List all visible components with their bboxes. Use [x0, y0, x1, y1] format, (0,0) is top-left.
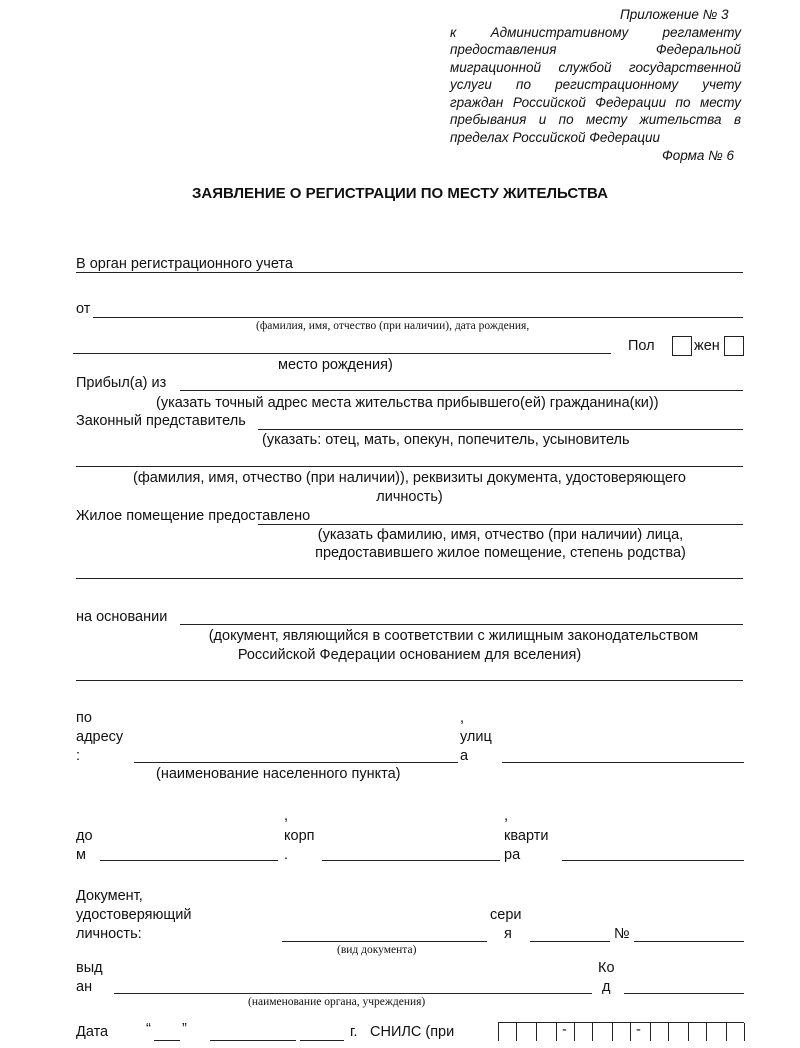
organ-label: В орган регистрационного учета	[76, 256, 293, 272]
date-year-field[interactable]	[300, 1040, 344, 1041]
birthplace-hint: место рождения)	[278, 357, 393, 373]
rep-doc-hint: личность)	[376, 489, 443, 505]
street-label: улиц	[460, 729, 492, 745]
arrived-field[interactable]	[180, 390, 743, 391]
housing-field[interactable]	[258, 524, 743, 525]
form-number: Форма № 6	[662, 148, 734, 163]
sex-label: Пол	[628, 338, 655, 354]
snils-cell[interactable]	[536, 1023, 537, 1041]
issued-label: выд	[76, 960, 103, 976]
arrived-label: Прибыл(а) из	[76, 375, 167, 391]
id-doc-label: личность:	[76, 926, 142, 942]
doc-type-hint: (вид документа)	[337, 944, 417, 956]
sex-female-checkbox[interactable]	[724, 336, 744, 356]
snils-cell[interactable]	[592, 1023, 593, 1041]
address-comma: ,	[460, 710, 465, 726]
organ-name-hint: (наименование органа, учреждения)	[248, 996, 426, 1008]
flat-label: ра	[504, 847, 521, 863]
basis-hint: (документ, являющийся в соответствии с жилищным законодательством	[208, 628, 699, 644]
korp-label: корп	[284, 828, 315, 844]
appendix-line: граждан Российской Федерации по месту	[450, 94, 741, 110]
id-doc-label: Документ,	[76, 888, 143, 904]
address-label: по	[76, 710, 92, 726]
birth-field[interactable]	[73, 353, 611, 354]
date-label: Дата	[76, 1024, 109, 1040]
code-label: д	[602, 979, 611, 995]
house-field[interactable]	[100, 860, 278, 861]
housing-hint: (указать фамилию, имя, отчество (при наличии) лица,	[317, 527, 684, 543]
appendix-line: пребывания и по месту жительства в	[450, 112, 741, 127]
snils-cell[interactable]	[612, 1023, 613, 1041]
number-field[interactable]	[634, 941, 744, 942]
fio-hint: (фамилия, имя, отчество (при наличии), дата рождения,	[256, 320, 530, 332]
basis-label: на основании	[76, 609, 168, 625]
sex-female-label: жен	[694, 338, 720, 354]
arrived-hint: (указать точный адрес места жительства прибывшего(ей) гражданина(ки))	[156, 395, 659, 411]
doc-type-field[interactable]	[282, 941, 487, 942]
housing-label: Жилое помещение предоставлено	[76, 508, 311, 524]
house-label: до	[76, 828, 93, 844]
snils-cell[interactable]	[688, 1023, 689, 1041]
rep-doc-field[interactable]	[76, 466, 743, 467]
korp-label: .	[284, 847, 289, 863]
organ-field[interactable]	[76, 272, 743, 273]
appendix-line: предоставления Федеральной	[450, 42, 741, 57]
snils-cell[interactable]	[630, 1023, 631, 1041]
basis-hint: Российской Федерации основанием для вселения)	[237, 647, 582, 663]
housing-hint: предоставившего жилое помещение, степень родства)	[315, 545, 686, 561]
flat-label: кварти	[504, 828, 549, 844]
date-month-field[interactable]	[210, 1040, 296, 1041]
snils-cell[interactable]	[498, 1023, 499, 1041]
snils-dash: -	[562, 1022, 567, 1038]
rep-doc-hint: (фамилия, имя, отчество (при наличии)), реквизиты документа, удостоверяющего	[133, 470, 686, 486]
basis-field-2[interactable]	[76, 680, 743, 681]
document-title: ЗАЯВЛЕНИЕ О РЕГИСТРАЦИИ ПО МЕСТУ ЖИТЕЛЬСТВА	[192, 185, 608, 202]
address-label: адресу	[76, 729, 124, 745]
address-label: :	[76, 748, 81, 764]
series-label: я	[504, 926, 512, 942]
snils-grid-top	[498, 1022, 744, 1023]
date-day-field[interactable]	[154, 1040, 180, 1041]
street-label: а	[460, 748, 469, 764]
sex-male-checkbox[interactable]	[672, 336, 692, 356]
legal-rep-field[interactable]	[258, 429, 743, 430]
korp-comma: ,	[504, 808, 509, 824]
basis-field[interactable]	[180, 624, 743, 625]
snils-cell[interactable]	[556, 1023, 557, 1041]
snils-cell[interactable]	[574, 1023, 575, 1041]
number-label: №	[614, 926, 630, 942]
series-label: сери	[490, 907, 522, 923]
code-field[interactable]	[624, 993, 744, 994]
issued-label: ан	[76, 979, 93, 995]
appendix-line: к Административному регламенту	[450, 24, 741, 40]
locality-hint: (наименование населенного пункта)	[156, 766, 401, 782]
id-doc-label: удостоверяющий	[76, 907, 192, 923]
issued-field[interactable]	[114, 993, 592, 994]
housing-field-2[interactable]	[76, 578, 743, 579]
legal-rep-label: Законный представитель	[76, 413, 246, 429]
year-suffix: г.	[350, 1024, 358, 1040]
snils-cell[interactable]	[650, 1023, 651, 1041]
snils-dash: -	[636, 1022, 641, 1038]
snils-cell[interactable]	[726, 1023, 727, 1041]
house-label: м	[76, 847, 86, 863]
from-label: от	[76, 301, 91, 317]
snils-cell[interactable]	[668, 1023, 669, 1041]
snils-cell[interactable]	[744, 1023, 745, 1041]
snils-cell[interactable]	[706, 1023, 707, 1041]
appendix-number: Приложение № 3	[620, 7, 729, 22]
appendix-line: пределах Российской Федерации	[450, 129, 661, 145]
code-label: Ко	[598, 960, 615, 976]
quote-open: “	[146, 1021, 151, 1037]
flat-field[interactable]	[562, 860, 744, 861]
legal-rep-hint: (указать: отец, мать, опекун, попечитель, усыновитель	[262, 432, 630, 448]
house-comma: ,	[284, 808, 289, 824]
series-field[interactable]	[530, 941, 610, 942]
quote-close: ”	[182, 1021, 187, 1037]
snils-label: СНИЛС (при	[370, 1024, 455, 1040]
street-field[interactable]	[502, 762, 744, 763]
locality-field[interactable]	[134, 762, 458, 763]
fio-field[interactable]	[93, 317, 743, 318]
appendix-line: услуги по регистрационному учету	[450, 77, 741, 92]
snils-cell[interactable]	[516, 1023, 517, 1041]
korp-field[interactable]	[322, 860, 500, 861]
appendix-line: миграционной службой государственной	[450, 59, 741, 75]
